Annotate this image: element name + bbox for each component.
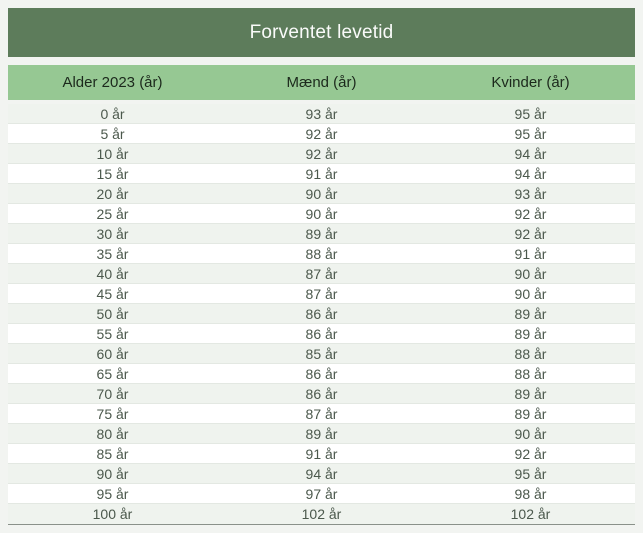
table-cell: 97 år xyxy=(305,485,338,502)
table-cell: 55 år xyxy=(96,325,129,342)
life-expectancy-table xyxy=(8,8,635,525)
table-cell: 85 år xyxy=(305,345,338,362)
table-row xyxy=(8,324,635,344)
table-cell: 87 år xyxy=(305,285,338,302)
column-header: Kvinder (år) xyxy=(491,74,570,91)
column-header: Mænd (år) xyxy=(286,74,357,91)
table-cell: 93 år xyxy=(514,185,547,202)
table-cell: 91 år xyxy=(305,165,338,182)
column-header: Alder 2023 (år) xyxy=(62,74,163,91)
table-row xyxy=(8,364,635,384)
table-cell: 90 år xyxy=(305,205,338,222)
table-cell: 98 år xyxy=(514,485,547,502)
table-title-bar xyxy=(8,8,635,57)
table-cell: 35 år xyxy=(96,245,129,262)
table-cell: 85 år xyxy=(96,445,129,462)
table-cell: 102 år xyxy=(301,506,342,522)
table-cell: 90 år xyxy=(514,265,547,282)
table-cell: 92 år xyxy=(514,205,547,222)
table-row xyxy=(8,384,635,404)
table-row xyxy=(8,344,635,364)
table-row xyxy=(8,404,635,424)
table-row xyxy=(8,244,635,264)
table-cell: 80 år xyxy=(96,425,129,442)
table-row xyxy=(8,184,635,204)
table-row xyxy=(8,264,635,284)
table-cell: 89 år xyxy=(514,405,547,422)
column-header-row xyxy=(8,65,635,100)
table-cell: 92 år xyxy=(514,445,547,462)
table-cell: 89 år xyxy=(514,385,547,402)
table-cell: 89 år xyxy=(305,225,338,242)
table-cell: 87 år xyxy=(305,405,338,422)
table-row xyxy=(8,424,635,444)
table-cell: 86 år xyxy=(305,305,338,322)
table-row xyxy=(8,164,635,184)
table-cell: 87 år xyxy=(305,265,338,282)
table-cell: 5 år xyxy=(100,125,125,142)
table-cell: 15 år xyxy=(96,165,129,182)
table-cell: 86 år xyxy=(305,385,338,402)
table-cell: 90 år xyxy=(305,185,338,202)
table-row xyxy=(8,444,635,464)
table-cell: 91 år xyxy=(514,245,547,262)
table-cell: 0 år xyxy=(100,105,125,122)
table-title: Forventet levetid xyxy=(249,21,394,43)
table-cell: 86 år xyxy=(305,365,338,382)
table-row xyxy=(8,284,635,304)
table-row xyxy=(8,124,635,144)
table-cell: 102 år xyxy=(510,506,551,522)
table-row xyxy=(8,504,635,524)
table-cell: 10 år xyxy=(96,145,129,162)
table-cell: 93 år xyxy=(305,105,338,122)
table-cell: 75 år xyxy=(96,405,129,422)
table-cell: 25 år xyxy=(96,205,129,222)
table-cell: 95 år xyxy=(514,125,547,142)
table-cell: 92 år xyxy=(305,145,338,162)
table-cell: 100 år xyxy=(92,506,133,522)
table-cell: 94 år xyxy=(514,145,547,162)
table-row xyxy=(8,484,635,504)
table-row xyxy=(8,104,635,124)
table-cell: 94 år xyxy=(305,465,338,482)
table-cell: 91 år xyxy=(305,445,338,462)
table-cell: 92 år xyxy=(305,125,338,142)
table-cell: 88 år xyxy=(305,245,338,262)
table-cell: 90 år xyxy=(514,425,547,442)
table-row xyxy=(8,224,635,244)
table-cell: 95 år xyxy=(96,485,129,502)
table-cell: 90 år xyxy=(514,285,547,302)
table-cell: 70 år xyxy=(96,385,129,402)
table-cell: 88 år xyxy=(514,365,547,382)
table-cell: 50 år xyxy=(96,305,129,322)
table-row xyxy=(8,304,635,324)
table-cell: 88 år xyxy=(514,345,547,362)
table-row xyxy=(8,204,635,224)
table-cell: 20 år xyxy=(96,185,129,202)
table-cell: 86 år xyxy=(305,325,338,342)
table-cell: 90 år xyxy=(96,465,129,482)
table-cell: 89 år xyxy=(514,305,547,322)
table-cell: 92 år xyxy=(514,225,547,242)
table-cell: 95 år xyxy=(514,105,547,122)
table-cell: 60 år xyxy=(96,345,129,362)
table-row xyxy=(8,144,635,164)
table-row xyxy=(8,464,635,484)
table-cell: 40 år xyxy=(96,265,129,282)
table-cell: 95 år xyxy=(514,465,547,482)
table-cell: 89 år xyxy=(305,425,338,442)
table-cell: 65 år xyxy=(96,365,129,382)
table-cell: 45 år xyxy=(96,285,129,302)
table-cell: 89 år xyxy=(514,325,547,342)
table-cell: 30 år xyxy=(96,225,129,242)
table-cell: 94 år xyxy=(514,165,547,182)
table-body xyxy=(8,104,635,525)
